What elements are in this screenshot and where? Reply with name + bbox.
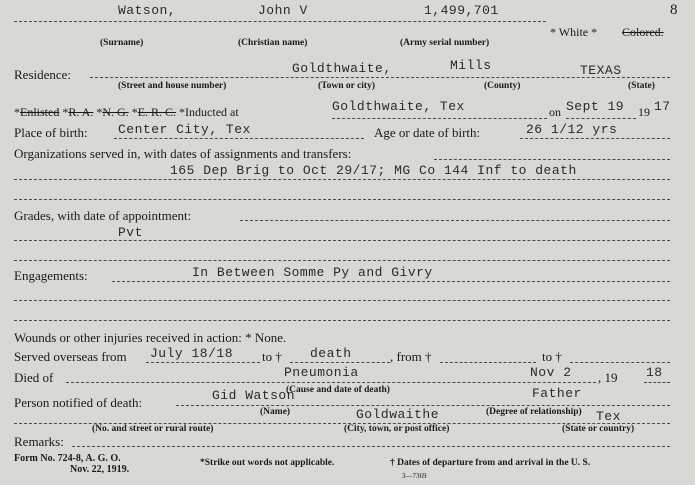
grades-label: Grades, with date of appointment:	[14, 208, 192, 223]
birth-place-line	[114, 138, 364, 139]
died-year-value: 18	[646, 365, 663, 380]
serial-caption: (Army serial number)	[400, 38, 490, 48]
inducted-year-value: 17	[654, 99, 671, 114]
grades-value: Pvt	[118, 225, 143, 240]
birth-place-value: Center City, Tex	[118, 122, 251, 137]
died-line	[66, 382, 596, 383]
age-line	[520, 138, 670, 139]
overseas-from2-label: , from †	[390, 349, 432, 364]
form-date: Nov. 22, 1919.	[70, 464, 130, 475]
overseas-from-line	[146, 362, 260, 363]
surname-value: Watson,	[118, 3, 177, 18]
grades-line-0	[240, 220, 670, 221]
state-caption: (State)	[628, 81, 655, 91]
inducted-date-value: Sept 19	[566, 99, 625, 114]
city-caption: (City, town, or post office)	[344, 424, 450, 434]
engagements-value: In Between Somme Py and Givry	[192, 265, 433, 280]
street-route-caption: (No. and street or rural route)	[92, 424, 214, 434]
strike-note: *Strike out words not applicable.	[200, 458, 335, 468]
residence-state-value: TEXAS	[580, 63, 622, 78]
organizations-label: Organizations served in, with dates of assignments and transfers:	[14, 146, 352, 161]
grades-line-2	[14, 260, 670, 261]
residence-town-value: Goldthwaite,	[292, 61, 392, 76]
notified-relationship-value: Father	[532, 386, 582, 401]
ra-struck: R. A.	[68, 105, 94, 119]
christian-name-caption: (Christian name)	[238, 38, 308, 48]
inducted-place-value: Goldthwaite, Tex	[332, 99, 465, 114]
town-caption: (Town or city)	[318, 81, 375, 91]
enlist-row: *Enlisted *R. A. *N. G. *E. R. C. *Inducted at	[14, 105, 239, 119]
died-year-line	[644, 382, 670, 383]
wounds-label: Wounds or other injuries received in action: * None.	[14, 330, 287, 345]
overseas-label: Served overseas from	[14, 349, 127, 364]
dates-note: † Dates of departure from and arrival in the U. S.	[390, 458, 591, 468]
notified-line	[176, 405, 670, 406]
engagements-line-2	[14, 320, 670, 321]
overseas-to2-line	[570, 362, 670, 363]
surname-caption: (Surname)	[100, 38, 144, 48]
organizations-value: 165 Dep Brig to Oct 29/17; MG Co 144 Inf to death	[170, 163, 577, 178]
overseas-to-value: death	[310, 346, 352, 361]
died-year-prefix: , 19	[598, 370, 618, 385]
card-number: 8	[670, 2, 678, 18]
org-line-2	[14, 199, 670, 200]
inducted-label: *Inducted at	[179, 105, 239, 119]
residence-label: Residence:	[14, 67, 72, 82]
race-colored-label: Colored.	[622, 25, 664, 39]
overseas-to-line	[290, 362, 390, 363]
inducted-date-line	[566, 118, 636, 119]
row1-line	[14, 21, 546, 22]
org-line-1	[14, 179, 670, 180]
enlisted-struck: Enlisted	[20, 105, 60, 119]
residence-line	[90, 77, 670, 78]
birth-place-label: Place of birth:	[14, 125, 88, 140]
age-label: Age or date of birth:	[374, 125, 481, 140]
state-country-caption: (State or country)	[562, 424, 635, 434]
residence-county-value: Mills	[450, 58, 492, 73]
overseas-to-label: to †	[262, 349, 282, 364]
engagements-label: Engagements:	[14, 268, 88, 283]
overseas-from2-line	[440, 362, 536, 363]
notified-name-caption: (Name)	[260, 407, 291, 417]
notified-city-value: Goldwaithe	[356, 407, 440, 422]
overseas-to2-label: to †	[542, 349, 562, 364]
inducted-place-line	[332, 118, 547, 119]
inducted-year-prefix: 19	[638, 105, 650, 119]
remarks-label: Remarks:	[14, 434, 64, 449]
notified-label: Person notified of death:	[14, 395, 143, 410]
race-white-label: * White *	[550, 25, 598, 39]
notified-state-value: Tex	[596, 409, 621, 424]
relationship-caption: (Degree of relationship)	[486, 407, 582, 417]
county-caption: (County)	[484, 81, 521, 91]
engagements-line-0	[112, 281, 670, 282]
printer-code: 3—7369	[402, 472, 427, 480]
remarks-line	[72, 446, 670, 447]
grades-line-1	[14, 240, 670, 241]
on-label: on	[549, 105, 561, 119]
ng-struck: N. G.	[102, 105, 129, 119]
serial-number-value: 1,499,701	[424, 3, 499, 18]
org-line-0	[434, 159, 670, 160]
erc-struck: E. R. C.	[137, 105, 177, 119]
died-date-value: Nov 2	[530, 365, 572, 380]
engagements-line-1	[14, 300, 670, 301]
died-label: Died of	[14, 370, 54, 385]
form-number: Form No. 724-8, A. G. O.	[14, 453, 121, 464]
died-caption: (Cause and date of death)	[286, 385, 390, 395]
age-value: 26 1/12 yrs	[526, 122, 618, 137]
street-caption: (Street and house number)	[118, 81, 227, 91]
overseas-from-value: July 18/18	[150, 346, 234, 361]
christian-name-value: John V	[258, 3, 308, 18]
notified-name-value: Gid Watson	[212, 388, 296, 403]
died-cause-value: Pneumonia	[284, 365, 359, 380]
